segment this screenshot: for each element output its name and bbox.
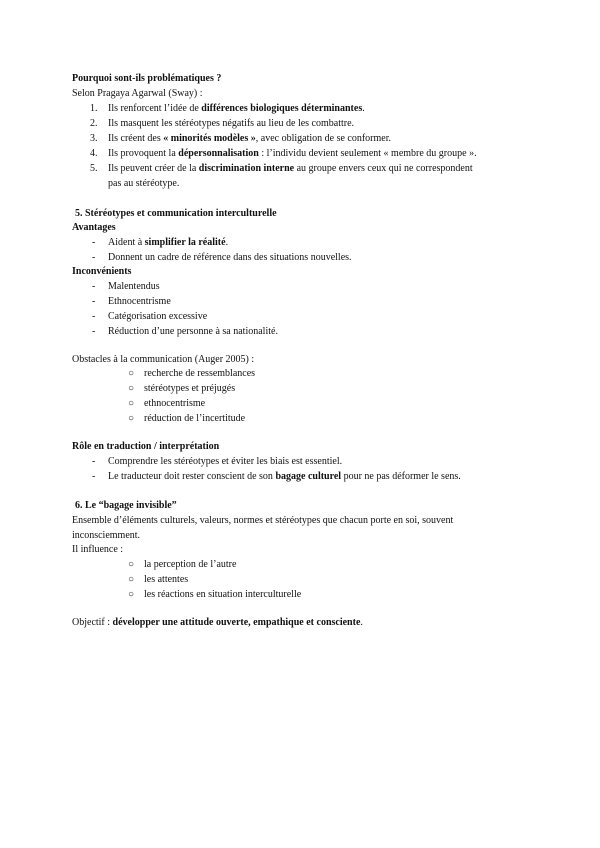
section-heading-6: 6. Le “bagage invisible”	[75, 500, 177, 511]
subheading-role: Rôle en traduction / interprétation	[72, 441, 220, 452]
objective-line: Objectif : développer une attitude ouverte, empathique et consciente.	[72, 617, 363, 628]
section-heading-5: 5. Stéréotypes et communication interculturelle	[75, 208, 277, 219]
paragraph-line: Ensemble d’éléments culturels, valeurs, normes et stéréotypes que chacun porte en soi, souvent	[72, 515, 454, 526]
document-page: Pourquoi sont-ils problématiques ? Selon Pragaya Agarwal (Sway) : 1. Ils renforcent l’idée de différences biologiques déterminantes. 2. Ils masquent les stéréotypes négatifs au lieu de les combattre. 3. Ils créent des « minorités modèles », avec obligation de se conformer. 4. Ils provoquent la dépersonnalisation : l’individu devient seulement « membre du groupe ». 5. Ils peuvent créer de la discrimination interne au groupe envers ceux qui ne correspondent pas au stéréotype. 5. Stéréotypes et communication interculturelle Avantages - Aident à simplifier la réalité. - Donnent un cadre de référence dans des situations nouvelles. Inconvénients - Malentendus - Ethnocentrisme - Catégorisation excessive - Réduction d’une personne à sa nationalité. Obstacles à la communication (Auger 2005) : ○ recherche de ressemblances ○ stéréotypes et préjugés ○ ethnocentrisme ○ réduction de l’incertitude Rôle en traduction / interprétation - Comprendre les stéréotypes et éviter les biais est essentiel. - Le traducteur doit rester conscient de son bagage culturel pour ne pas déformer le sens. 6. Le “bagage invisible” Ensemble d’éléments culturels, valeurs, normes et stéréotypes que chacun porte en soi, souvent inconsciemment. Il influence : ○ la perception de l’autre ○ les attentes ○ les réactions en situation interculturelle Objectif : développer une attitude ouverte, empathique et consciente.	[72, 73, 477, 628]
obstacles-title: Obstacles à la communication (Auger 2005) :	[72, 354, 255, 365]
section-heading-problematiques: Pourquoi sont-ils problématiques ?	[72, 73, 222, 84]
paragraph-line: inconsciemment.	[72, 530, 141, 541]
list-item-continuation: pas au stéréotype.	[108, 178, 180, 189]
influence-title: Il influence :	[72, 544, 124, 555]
subheading-avantages: Avantages	[72, 222, 116, 233]
source-line: Selon Pragaya Agarwal (Sway) :	[72, 88, 203, 99]
subheading-inconvenients: Inconvénients	[72, 266, 132, 277]
